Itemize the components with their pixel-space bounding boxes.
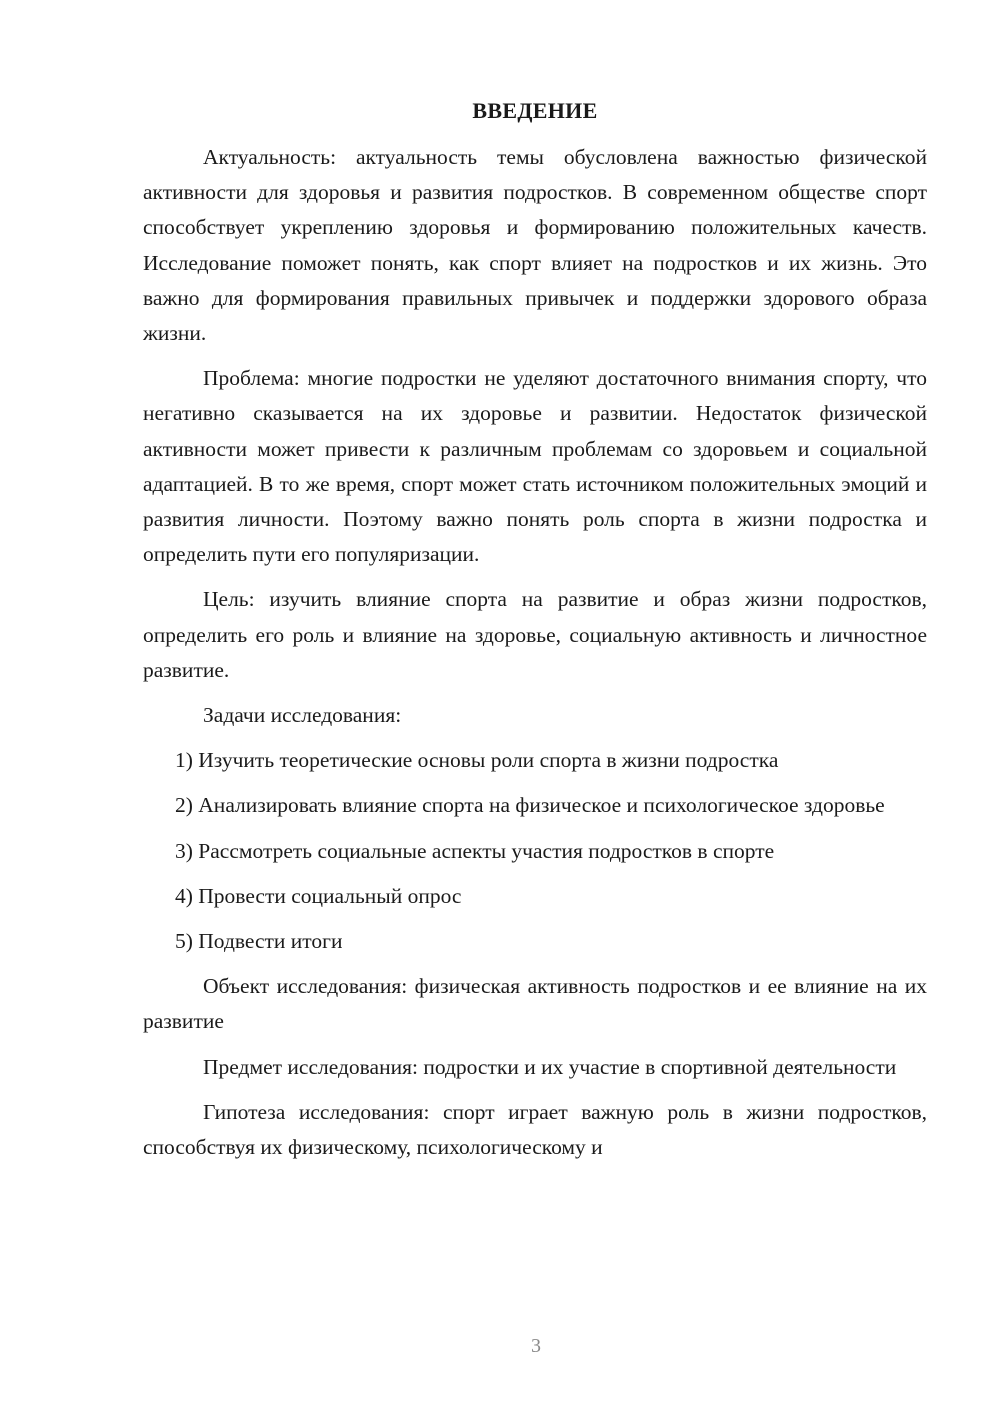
task-item: 4) Провести социальный опрос	[175, 883, 462, 908]
section-title: ВВЕДЕНИЕ	[472, 98, 598, 123]
task-item: 1) Изучить теоретические основы роли спорта в жизни подростка	[175, 748, 779, 773]
task-item: 3) Рассмотреть социальные аспекты участия подростков в спорте	[175, 838, 775, 863]
object-paragraph: Объект исследования: физическая активность подростков и ее влияние на их развитие	[143, 974, 927, 1034]
relevance-paragraph: Актуальность: актуальность темы обусловлена важностью физической активности для здоровья и развития подростков. В современном обществе спорт способствует укреплению здоровья и формированию положительных качеств. Исследование поможет понять, как спорт влияет на подростков и их жизнь. Это важно для формирования правильных привычек и поддержки здорового образа жизни.	[143, 145, 927, 346]
problem-paragraph: Проблема: многие подростки не уделяют достаточного внимания спорту, что негативно сказывается на их здоровье и развитии. Недостаток физической активности может привести к различным проблемам со здоровьем и социальной адаптацией. В то же время, спорт может стать источником положительных эмоций и развития личности. Поэтому важно понять роль спорта в жизни подростка и определить пути его популяризации.	[143, 366, 927, 567]
task-item: 5) Подвести итоги	[175, 929, 343, 954]
subject-paragraph: Предмет исследования: подростки и их участие в спортивной деятельности	[203, 1054, 897, 1079]
page-content	[143, 96, 927, 1175]
goal-paragraph: Цель: изучить влияние спорта на развитие и образ жизни подростков, определить его роль и влияние на здоровье, социальную активность и личностное развитие.	[143, 587, 927, 682]
task-item: 2) Анализировать влияние спорта на физическое и психологическое здоровье	[175, 793, 885, 818]
page-number: 3	[531, 1335, 541, 1357]
tasks-heading: Задачи исследования:	[203, 703, 402, 728]
hypothesis-paragraph: Гипотеза исследования: спорт играет важную роль в жизни подростков, способствуя их физическому, психологическому и	[143, 1099, 927, 1160]
